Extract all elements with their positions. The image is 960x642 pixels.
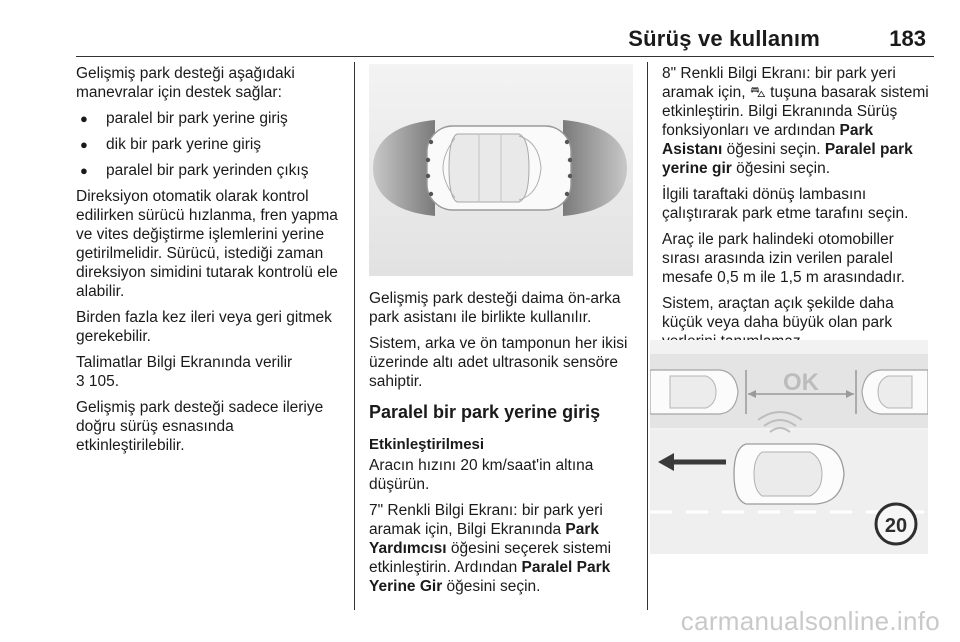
space-size-paragraph: Sistem, araçtan açık şekilde daha küçük veya daha büyük olan park	[662, 295, 894, 331]
combined-assist-paragraph: Gelişmiş park desteği daima ön-arka park asistanı ile birlikte kullanılır.	[369, 290, 621, 326]
column-1	[76, 64, 346, 462]
page-reference-link[interactable]: 3 105.	[76, 373, 120, 390]
text-run: 8" Renkli Bilgi Ekranı: bir park yeri aramak için,	[662, 65, 896, 101]
parked-car-right	[862, 370, 928, 414]
ok-label: OK	[783, 369, 819, 396]
text-run: öğesini seçin.	[731, 160, 831, 177]
seven-inch-display-paragraph	[369, 501, 639, 596]
subsection-title: Etkinleştirilmesi	[369, 436, 485, 453]
sensor-diagram-figure	[369, 64, 633, 276]
watermark: carmanualsonline.info	[680, 606, 940, 636]
list-item: ● paralel bir park yerinden çıkış	[76, 161, 346, 180]
header-rule	[76, 56, 934, 57]
column-2	[369, 64, 639, 603]
eight-inch-display-paragraph	[662, 64, 930, 178]
text-run: 7" Renkli Bilgi Ekranı: bir park yeri aramak için, Bilgi Ekranında	[369, 502, 603, 538]
steering-paragraph: Direksiyon otomatik olarak kontrol edilirken sürücü hızlanma, fren yapma ve vites değiştirme işlemlerini yerine getirilmelidir. Sürücü, istediği zaman direksiyon simidini tutarak kontrolü ele alabilir.	[76, 188, 338, 300]
list-item: ● dik bir park yerine giriş	[76, 135, 346, 154]
manoeuvre-list	[76, 109, 346, 180]
running-header-title: Sürüş ve kullanım	[628, 26, 820, 51]
menu-term: Paralel park yerine gir	[662, 141, 913, 177]
menu-term: Park Asistanı	[662, 122, 874, 158]
instructions-text: Talimatlar Bilgi Ekranında verilir	[76, 354, 293, 371]
section-title: Paralel bir park yerine giriş	[369, 402, 601, 422]
sensor-count-paragraph: Sistem, arka ve ön tamponun her ikisi üzerinde altı adet ultrasonik sensöre sahiptir.	[369, 335, 628, 390]
intro-paragraph: Gelişmiş park desteği aşağıdaki manevralar için destek sağlar:	[76, 65, 295, 101]
page-number: 183	[889, 26, 926, 51]
park-assist-button-icon: ⛍	[749, 84, 766, 101]
car-top-view	[427, 126, 571, 210]
speed-paragraph: Aracın hızını 20 km/saat'in altına düşürün.	[369, 457, 594, 493]
parked-car-left	[650, 370, 738, 414]
turn-signal-paragraph: İlgili taraftaki dönüş lambasını çalıştırarak park etme tarafını seçin.	[662, 186, 909, 222]
distance-paragraph: Araç ile park halindeki otomobiller sırası arasında izin verilen paralel mesafe 0,5 m ile 1,5 m arasındadır.	[662, 231, 905, 286]
parking-search-figure	[650, 340, 928, 554]
column-divider-1	[354, 62, 355, 610]
text-run: öğesini seçin.	[722, 141, 825, 158]
instructions-paragraph	[76, 353, 346, 391]
list-item: ● paralel bir park yerine giriş	[76, 109, 346, 128]
parking-search-illustration	[650, 340, 928, 554]
text-run: öğesini seçin.	[442, 578, 541, 595]
forward-only-paragraph: Gelişmiş park desteği sadece ileriye doğru sürüş esnasında etkinleştirilebilir.	[76, 399, 324, 454]
menu-term: Park Yardımcısı	[369, 521, 600, 557]
column-divider-2	[647, 62, 648, 610]
text-run: öğesini seçerek sistemi etkinleştirin. Ardından	[369, 540, 612, 576]
text-run: tuşuna basarak sistemi etkinleştirin. Bilgi Ekranında Sürüş fonksiyonları ve ardından	[662, 84, 929, 139]
speed-limit-sign	[876, 504, 916, 544]
car-sensors-illustration	[369, 64, 633, 276]
moving-car	[734, 444, 844, 504]
menu-term: Paralel Park Yerine Gir	[369, 559, 611, 595]
repeat-paragraph: Birden fazla kez ileri veya geri gitmek gerekebilir.	[76, 309, 332, 345]
column-3	[662, 64, 930, 358]
speed-limit-value: 20	[884, 515, 908, 537]
